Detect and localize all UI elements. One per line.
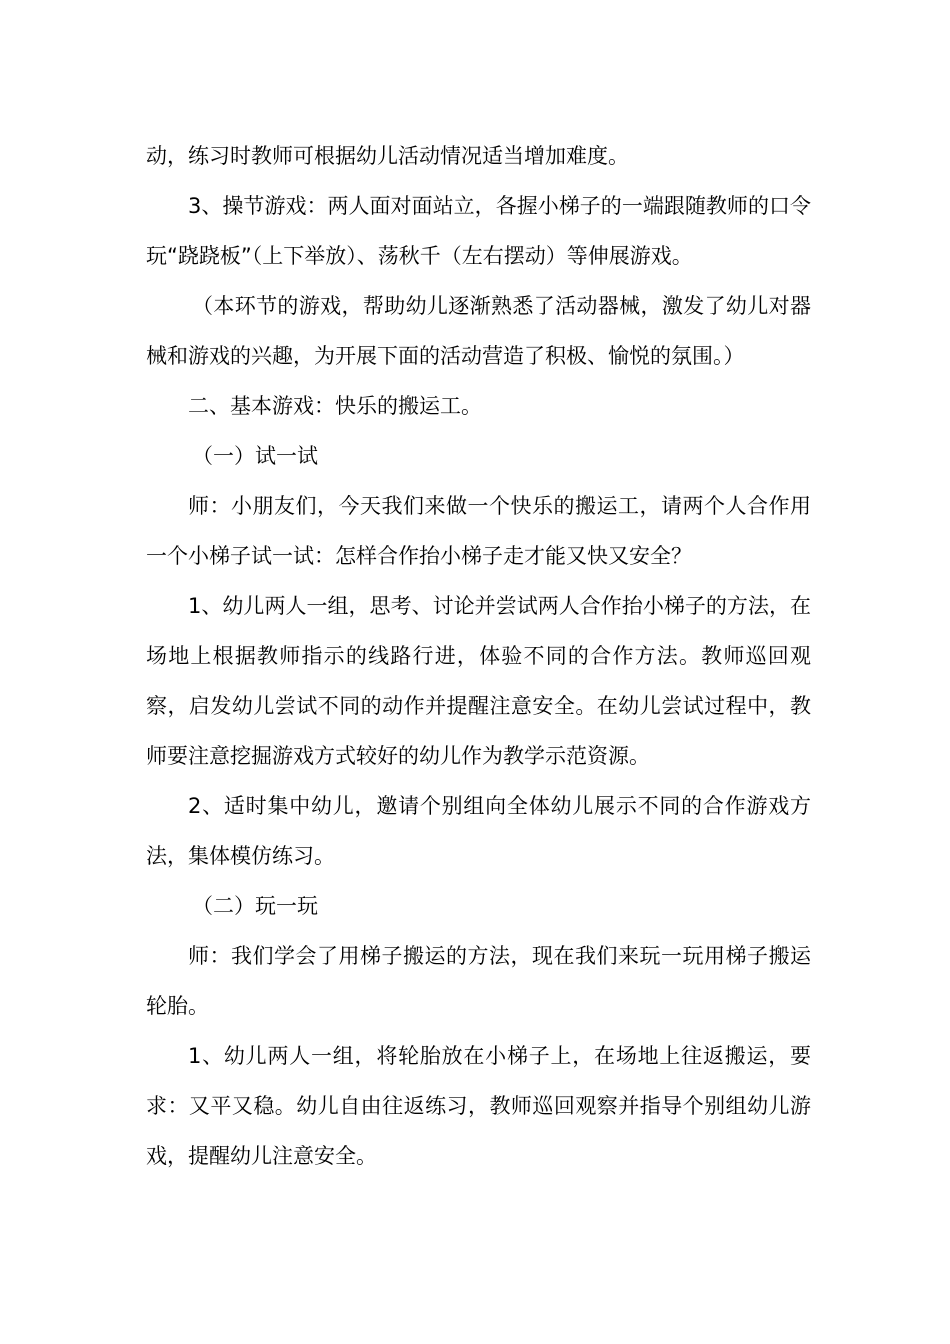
paragraph-exercise-game: 3、操节游戏：两人面对面站立，各握小梯子的一端跟随教师的口令玩“跷跷板”（上下举放）、荡秋千（左右摆动）等伸展游戏。 bbox=[146, 194, 811, 268]
section-heading-basic-game: 二、基本游戏：快乐的搬运工。 bbox=[188, 394, 482, 418]
paragraph-teacher-play: 师：我们学会了用梯子搬运的方法，现在我们来玩一玩用梯子搬运轮胎。 bbox=[146, 944, 811, 1018]
subsection-heading-try: （一）试一试 bbox=[192, 444, 318, 468]
paragraph-play-step-1: 1、幼儿两人一组，将轮胎放在小梯子上，在场地上往返搬运，要求：又平又稳。幼儿自由往返练习，教师巡回观察并指导个别组幼儿游戏，提醒幼儿注意安全。 bbox=[146, 1044, 811, 1168]
paragraph-note: （本环节的游戏，帮助幼儿逐渐熟悉了活动器械，激发了幼儿对器械和游戏的兴趣，为开展下面的活动营造了积极、愉悦的氛围。） bbox=[146, 294, 811, 368]
paragraph-step-1: 1、幼儿两人一组，思考、讨论并尝试两人合作抬小梯子的方法，在场地上根据教师指示的线路行进，体验不同的合作方法。教师巡回观察，启发幼儿尝试不同的动作并提醒注意安全。在幼儿尝试过程中，教师要注意挖掘游戏方式较好的幼儿作为教学示范资源。 bbox=[146, 594, 811, 768]
paragraph-step-2: 2、适时集中幼儿，邀请个别组向全体幼儿展示不同的合作游戏方法，集体模仿练习。 bbox=[146, 794, 811, 868]
document-body bbox=[146, 131, 811, 1181]
subsection-heading-play: （二）玩一玩 bbox=[192, 894, 318, 918]
paragraph-continuation: 动，练习时教师可根据幼儿活动情况适当增加难度。 bbox=[146, 144, 629, 168]
paragraph-teacher-intro: 师：小朋友们，今天我们来做一个快乐的搬运工，请两个人合作用一个小梯子试一试：怎样合作抬小梯子走才能又快又安全？ bbox=[146, 494, 811, 568]
